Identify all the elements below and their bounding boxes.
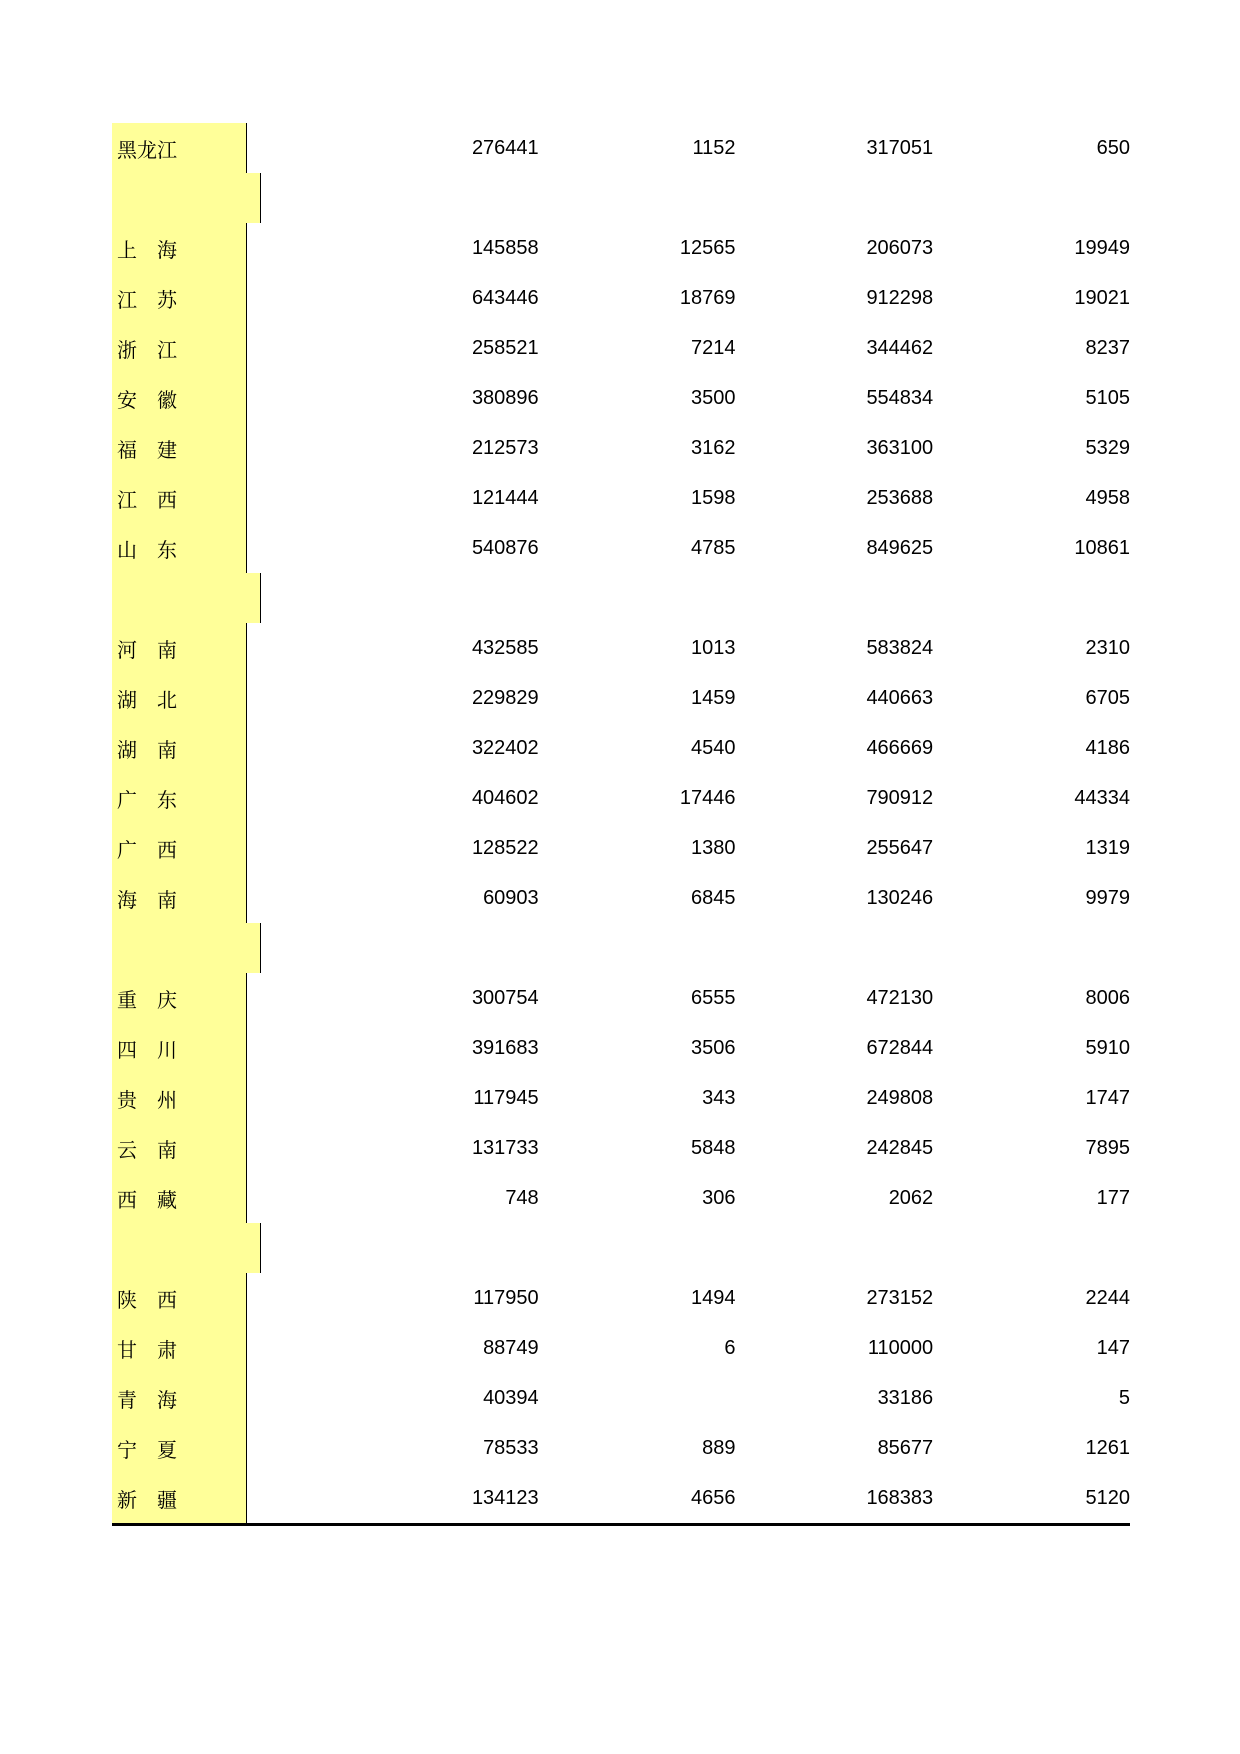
value-cell-col2: 1494 (690, 1286, 736, 1309)
value-cell-col1: 212573 (471, 436, 539, 459)
table-row (112, 473, 1130, 523)
value-cell-col3: 253688 (866, 486, 934, 509)
value-cell-col2: 7214 (690, 336, 736, 359)
value-cell-col3: 168383 (866, 1486, 934, 1509)
value-cell-col3: 33186 (877, 1386, 934, 1409)
table-row (112, 723, 1130, 773)
value-cell-col4: 5105 (1085, 386, 1130, 409)
value-cell-col4: 4958 (1085, 486, 1130, 509)
value-cell-col2: 4656 (690, 1486, 736, 1509)
region-name: 湖 北 (112, 673, 247, 723)
value-cell-col3: 255647 (866, 836, 934, 859)
table-row (112, 1473, 1130, 1523)
value-cell-col3: 110000 (867, 1336, 934, 1359)
value-cell-col4: 650 (1096, 136, 1130, 159)
value-cell-col1: 121444 (471, 486, 539, 509)
region-name: 江 苏 (112, 273, 247, 323)
region-name: 新 疆 (112, 1473, 247, 1523)
value-cell-col2: 6 (724, 1336, 736, 1359)
region-name: 上 海 (112, 223, 247, 273)
table-row (112, 1273, 1130, 1323)
value-cell-col4: 2244 (1085, 1286, 1130, 1309)
value-cell-col1: 748 (505, 1186, 539, 1209)
value-cell-col4: 8006 (1085, 986, 1130, 1009)
value-cell-col3: 472130 (866, 986, 934, 1009)
value-cell-col4: 9979 (1085, 886, 1130, 909)
value-cell-col2: 4540 (690, 736, 736, 759)
data-table (112, 123, 1130, 1523)
region-name: 福 建 (112, 423, 247, 473)
value-cell-col3: 912298 (866, 286, 934, 309)
value-cell-col4: 8237 (1085, 336, 1130, 359)
value-cell-col1: 380896 (471, 386, 539, 409)
table-row (112, 823, 1130, 873)
value-cell-col1: 432585 (471, 636, 539, 659)
value-cell-col1: 404602 (471, 786, 539, 809)
value-cell-col2: 5848 (690, 1136, 736, 1159)
table-row (112, 223, 1130, 273)
value-cell-col2: 1013 (690, 636, 736, 659)
value-cell-col2: 1598 (690, 486, 736, 509)
value-cell-col2: 1459 (690, 686, 736, 709)
table-row (112, 323, 1130, 373)
region-name: 河 南 (112, 623, 247, 673)
value-cell-col1: 229829 (471, 686, 539, 709)
table-row (112, 1123, 1130, 1173)
region-name: 湖 南 (112, 723, 247, 773)
spacer-row (112, 923, 1130, 973)
value-cell-col2: 1152 (692, 136, 736, 159)
value-cell-col1: 391683 (471, 1036, 539, 1059)
value-cell-col4: 147 (1096, 1336, 1130, 1359)
region-name: 云 南 (112, 1123, 247, 1173)
value-cell-col4: 19021 (1074, 286, 1130, 309)
value-cell-col3: 440663 (866, 686, 934, 709)
region-name: 宁 夏 (112, 1423, 247, 1473)
value-cell-col3: 317051 (866, 136, 934, 159)
table-row (112, 1073, 1130, 1123)
value-cell-col4: 7895 (1085, 1136, 1130, 1159)
value-cell-col1: 540876 (471, 536, 539, 559)
value-cell-col2: 1380 (690, 836, 736, 859)
table-bottom-border (112, 1523, 1130, 1526)
value-cell-col1: 131733 (471, 1136, 539, 1159)
region-cell-empty (112, 173, 261, 223)
region-name: 江 西 (112, 473, 247, 523)
table-row (112, 873, 1130, 923)
value-cell-col4: 5329 (1085, 436, 1130, 459)
table-row (112, 1373, 1130, 1423)
region-name: 广 西 (112, 823, 247, 873)
region-name: 广 东 (112, 773, 247, 823)
value-cell-col4: 44334 (1074, 786, 1130, 809)
region-name: 黑龙江 (112, 123, 247, 173)
value-cell-col1: 88749 (483, 1336, 539, 1359)
table-row (112, 1423, 1130, 1473)
table-row (112, 1173, 1130, 1223)
value-cell-col2: 18769 (679, 286, 736, 309)
value-cell-col2: 3162 (690, 436, 736, 459)
value-cell-col3: 554834 (866, 386, 934, 409)
region-name: 陕 西 (112, 1273, 247, 1323)
value-cell-col2 (539, 1373, 736, 1423)
region-name: 重 庆 (112, 973, 247, 1023)
value-cell-col1: 78533 (483, 1436, 539, 1459)
value-cell-col2: 17446 (679, 786, 736, 809)
value-cell-col1: 643446 (471, 286, 539, 309)
spacer-row (112, 573, 1130, 623)
spacer-row (112, 173, 1130, 223)
value-cell-col1: 276441 (471, 136, 539, 159)
value-cell-col3: 790912 (866, 786, 934, 809)
value-cell-col3: 583824 (866, 636, 934, 659)
region-name: 安 徽 (112, 373, 247, 423)
region-name: 四 川 (112, 1023, 247, 1073)
spacer-row (112, 1223, 1130, 1273)
value-cell-col1: 128522 (471, 836, 539, 859)
value-cell-col1: 258521 (471, 336, 539, 359)
region-name: 浙 江 (112, 323, 247, 373)
table-row (112, 123, 1130, 173)
value-cell-col2: 6555 (690, 986, 736, 1009)
value-cell-col4: 4186 (1085, 736, 1130, 759)
value-cell-col2: 3500 (690, 386, 736, 409)
value-cell-col3: 130246 (866, 886, 934, 909)
value-cell-col2: 3506 (690, 1036, 736, 1059)
value-cell-col3: 242845 (866, 1136, 934, 1159)
value-cell-col3: 273152 (866, 1286, 934, 1309)
value-cell-col4: 10861 (1074, 536, 1130, 559)
table-row (112, 973, 1130, 1023)
region-name: 海 南 (112, 873, 247, 923)
region-name: 青 海 (112, 1373, 247, 1423)
value-cell-col2: 889 (702, 1436, 736, 1459)
value-cell-col4: 5120 (1085, 1486, 1130, 1509)
region-name: 西 藏 (112, 1173, 247, 1223)
value-cell-col3: 363100 (866, 436, 934, 459)
value-cell-col4: 1319 (1085, 836, 1130, 859)
value-cell-col2: 306 (702, 1186, 736, 1209)
table-row (112, 523, 1130, 573)
value-cell-col1: 60903 (483, 886, 539, 909)
value-cell-col4: 5 (1118, 1386, 1130, 1409)
value-cell-col4: 6705 (1085, 686, 1130, 709)
value-cell-col2: 343 (702, 1086, 736, 1109)
table-row (112, 673, 1130, 723)
value-cell-col1: 322402 (471, 736, 539, 759)
region-cell-empty (112, 923, 261, 973)
value-cell-col2: 4785 (690, 536, 736, 559)
value-cell-col3: 249808 (866, 1086, 934, 1109)
region-name: 贵 州 (112, 1073, 247, 1123)
table-row (112, 273, 1130, 323)
value-cell-col3: 2062 (888, 1186, 934, 1209)
value-cell-col4: 1747 (1085, 1086, 1130, 1109)
value-cell-col1: 117945 (473, 1086, 539, 1109)
value-cell-col3: 672844 (866, 1036, 934, 1059)
value-cell-col4: 19949 (1074, 236, 1130, 259)
value-cell-col3: 344462 (866, 336, 934, 359)
value-cell-col1: 117950 (473, 1286, 539, 1309)
table-row (112, 773, 1130, 823)
table-row (112, 1023, 1130, 1073)
value-cell-col4: 177 (1096, 1186, 1130, 1209)
region-name: 山 东 (112, 523, 247, 573)
value-cell-col1: 134123 (471, 1486, 539, 1509)
value-cell-col3: 206073 (866, 236, 934, 259)
value-cell-col3: 466669 (866, 736, 934, 759)
region-cell-empty (112, 1223, 261, 1273)
value-cell-col4: 5910 (1085, 1036, 1130, 1059)
value-cell-col2: 12565 (679, 236, 736, 259)
value-cell-col4: 2310 (1085, 636, 1130, 659)
value-cell-col1: 145858 (471, 236, 539, 259)
value-cell-col4: 1261 (1085, 1436, 1130, 1459)
value-cell-col3: 849625 (866, 536, 934, 559)
table-row (112, 373, 1130, 423)
value-cell-col3: 85677 (877, 1436, 934, 1459)
region-cell-empty (112, 573, 261, 623)
value-cell-col2: 6845 (690, 886, 736, 909)
value-cell-col1: 40394 (483, 1386, 539, 1409)
value-cell-col1: 300754 (471, 986, 539, 1009)
region-name: 甘 肃 (112, 1323, 247, 1373)
table-row (112, 1323, 1130, 1373)
table-row (112, 623, 1130, 673)
table-row (112, 423, 1130, 473)
